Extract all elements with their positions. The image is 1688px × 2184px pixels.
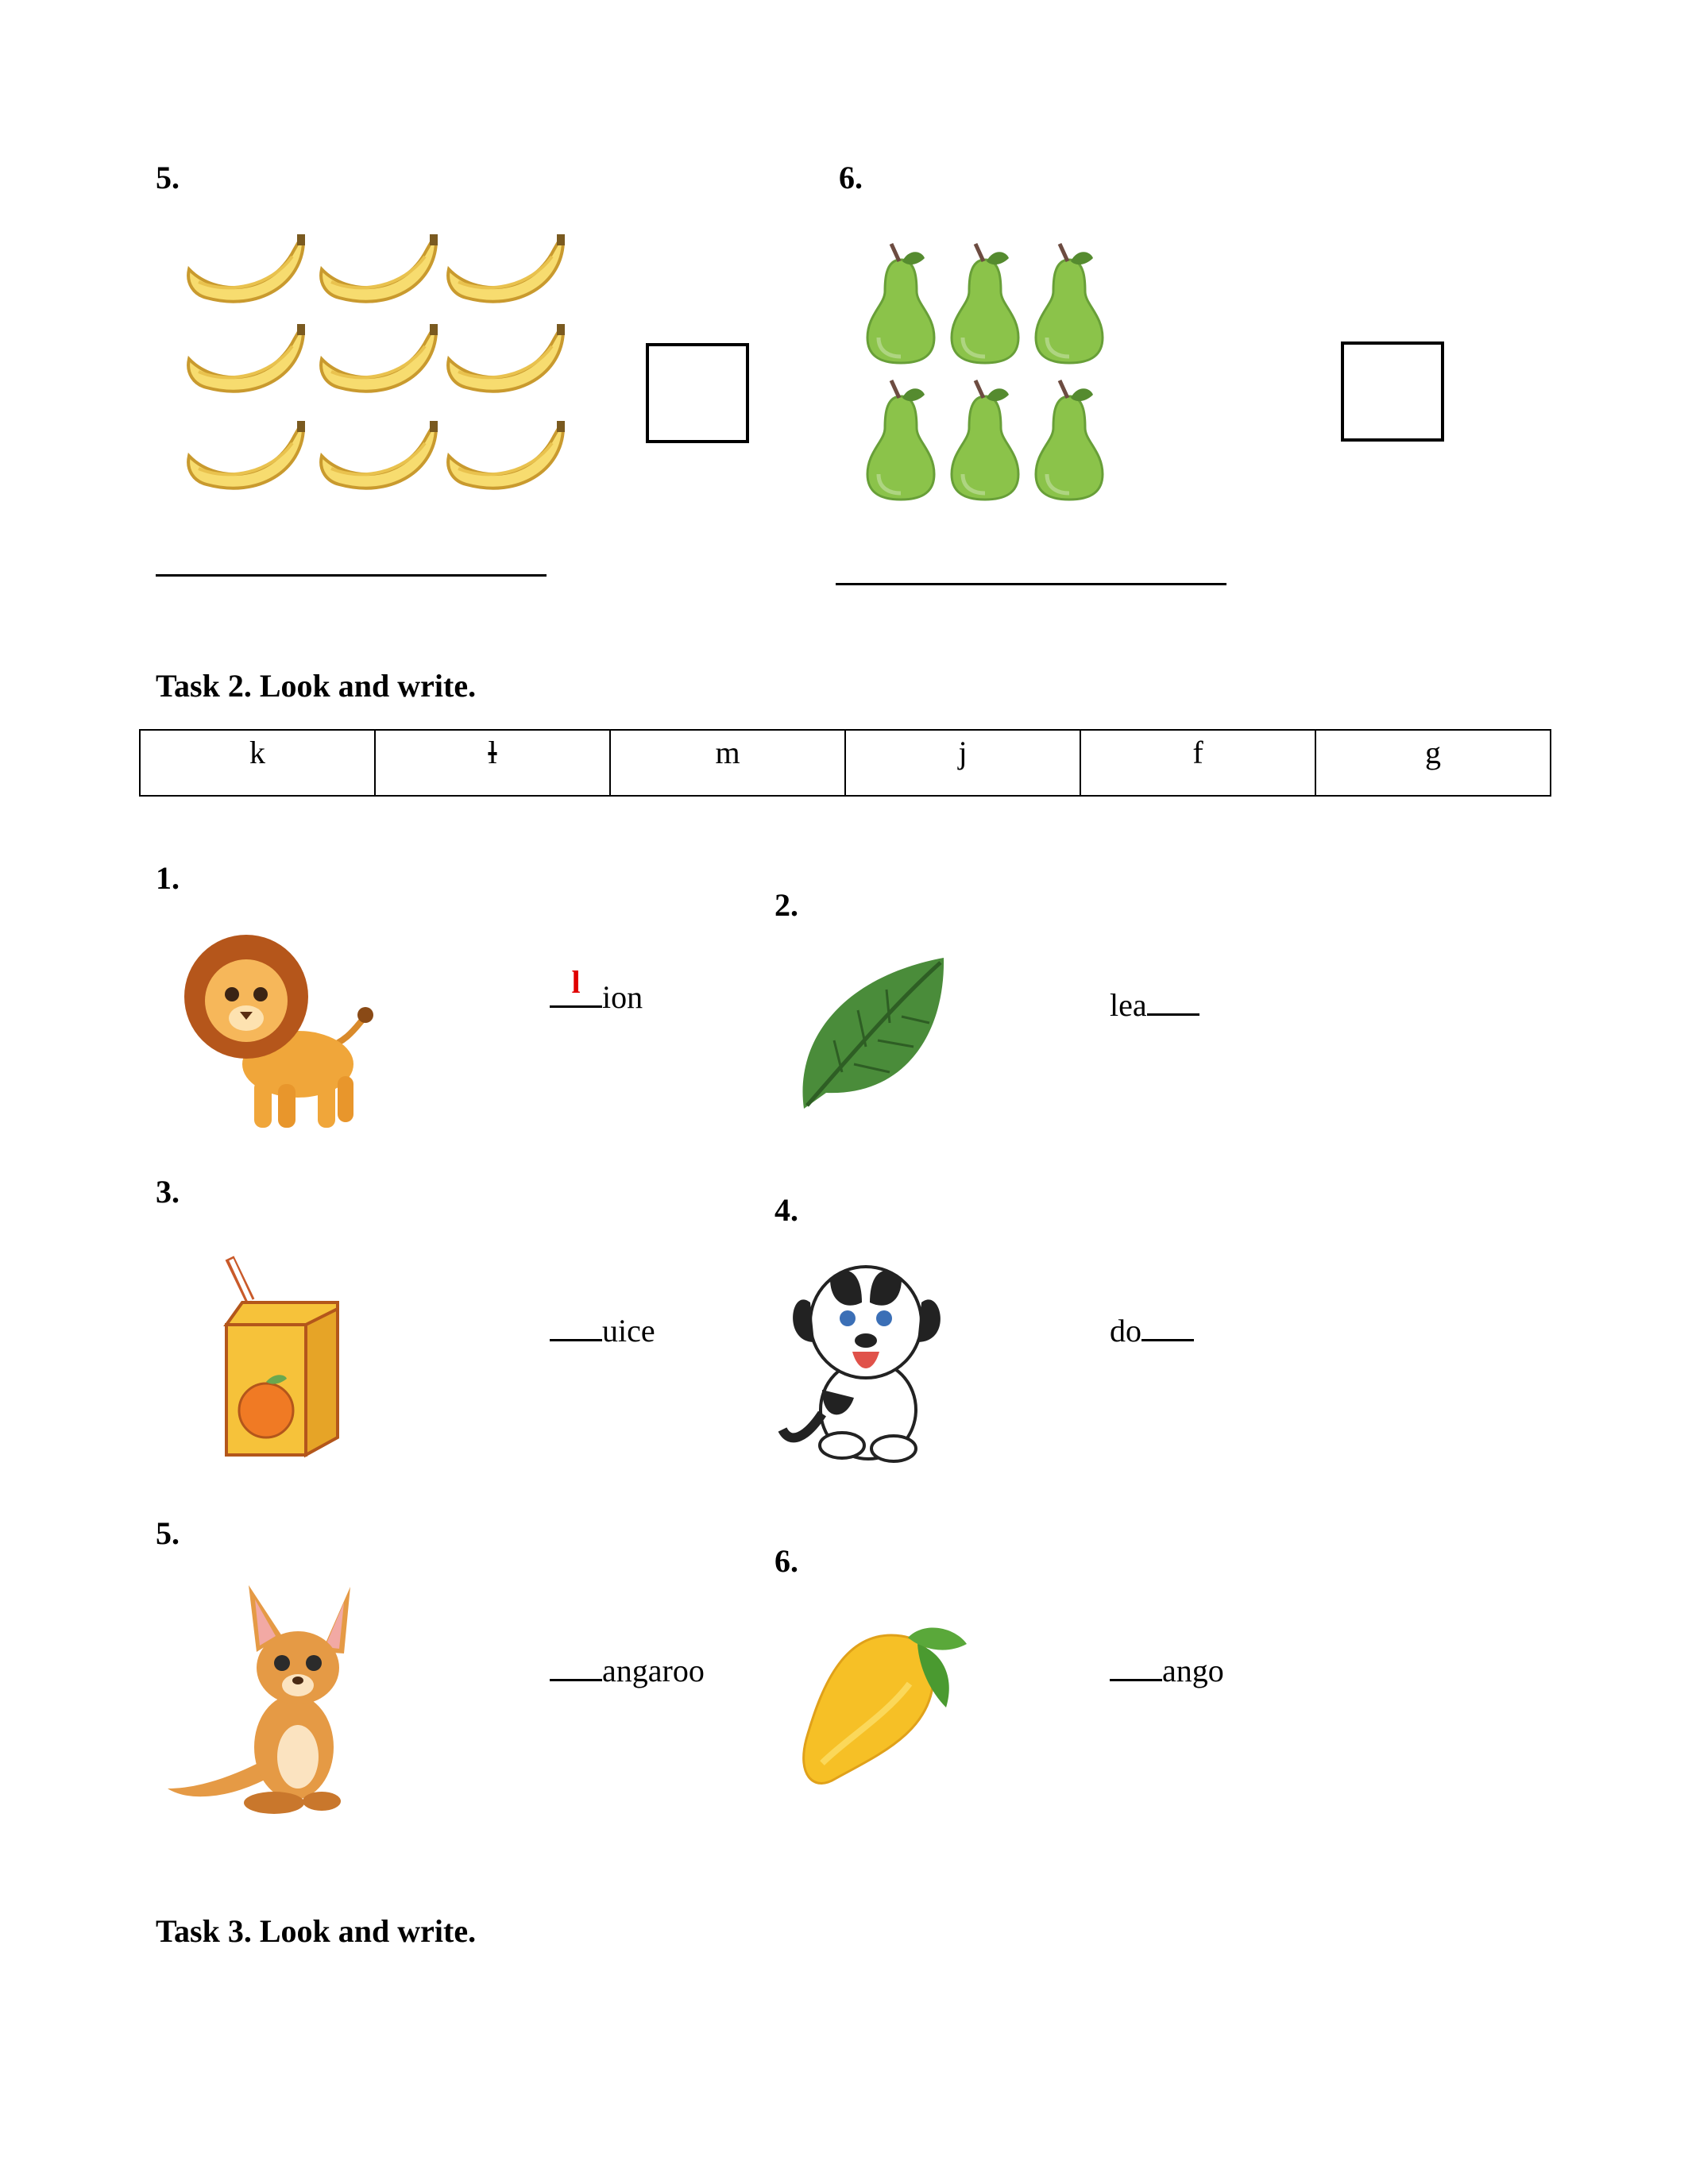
item-number: 2. xyxy=(774,887,798,923)
letter-cell: j xyxy=(845,730,1080,796)
kangaroo-picture xyxy=(163,1580,369,1819)
answer-blank[interactable] xyxy=(550,964,602,1008)
answer-blank[interactable] xyxy=(1110,1655,1162,1681)
item-number: 5. xyxy=(156,1515,180,1551)
question-number: 5. xyxy=(156,160,180,195)
item-number: 4. xyxy=(774,1192,798,1228)
answer-blank[interactable] xyxy=(550,1315,602,1341)
dog-picture xyxy=(774,1255,957,1469)
item-number: 1. xyxy=(156,860,180,896)
answer-box[interactable] xyxy=(1341,341,1444,442)
fill-word: lea xyxy=(1110,986,1199,1024)
letter-cell-used: l xyxy=(375,730,610,796)
answer-box[interactable] xyxy=(646,343,749,443)
pears-picture xyxy=(861,242,1123,504)
letter-bank xyxy=(139,729,1551,797)
lion-picture xyxy=(167,929,373,1136)
letter-cell: m xyxy=(610,730,845,796)
filled-answer: l xyxy=(571,964,581,1000)
item-number: 3. xyxy=(156,1174,180,1210)
item-number: 6. xyxy=(774,1543,798,1579)
fill-word: ango xyxy=(1110,1652,1224,1689)
fill-word: l ion xyxy=(550,978,643,1016)
answer-line[interactable] xyxy=(156,574,547,577)
answer-blank[interactable] xyxy=(550,1655,602,1681)
answer-blank[interactable] xyxy=(1141,1315,1194,1341)
leaf-picture xyxy=(794,953,953,1112)
letter-cell: k xyxy=(140,730,375,796)
letter-cell: g xyxy=(1315,730,1551,796)
answer-blank[interactable] xyxy=(1147,990,1199,1016)
mango-picture xyxy=(790,1620,973,1795)
question-number: 6. xyxy=(839,160,863,195)
letter-cell: f xyxy=(1080,730,1315,796)
fill-word: angaroo xyxy=(550,1652,705,1689)
fill-word: do xyxy=(1110,1312,1194,1349)
fill-word: uice xyxy=(550,1312,655,1349)
juice-box-picture xyxy=(218,1253,346,1460)
answer-line[interactable] xyxy=(836,583,1226,585)
task-2-title: Task 2. Look and write. xyxy=(156,668,477,704)
task-3-title: Task 3. Look and write. xyxy=(156,1913,477,1949)
bananas-picture xyxy=(179,230,568,500)
